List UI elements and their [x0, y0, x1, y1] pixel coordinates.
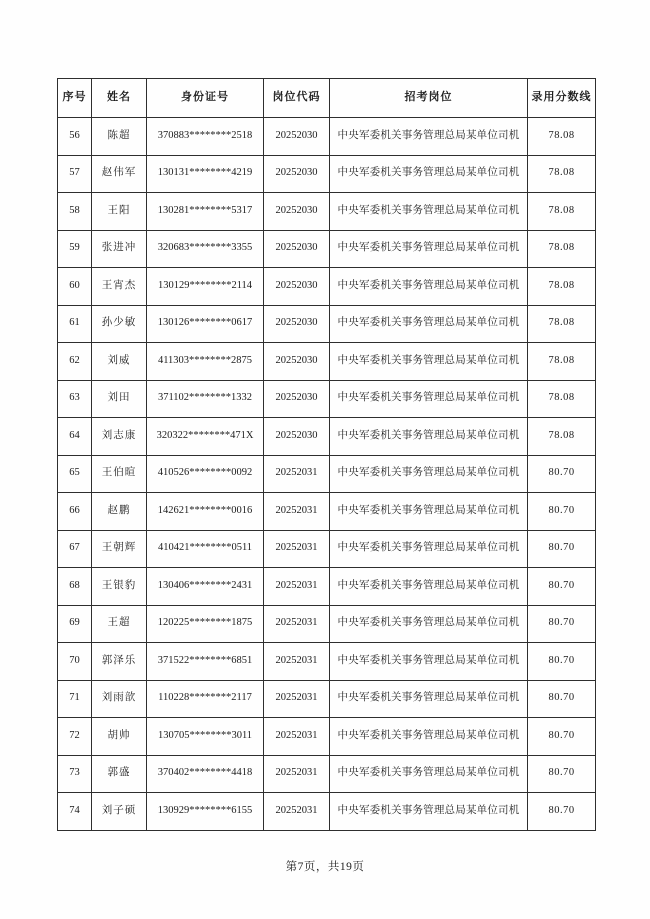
cell-index: 61 — [58, 305, 92, 343]
cell-score-line: 80.70 — [528, 530, 596, 568]
cell-name: 王银豹 — [92, 568, 147, 606]
cell-score-line: 78.08 — [528, 193, 596, 231]
cell-score-line: 78.08 — [528, 268, 596, 306]
cell-position: 中央军委机关事务管理总局某单位司机 — [330, 418, 528, 456]
header-cell-index: 序号 — [58, 79, 92, 118]
cell-id-number: 410421********0511 — [147, 530, 264, 568]
cell-position: 中央军委机关事务管理总局某单位司机 — [330, 718, 528, 756]
cell-score-line: 78.08 — [528, 305, 596, 343]
cell-position: 中央军委机关事务管理总局某单位司机 — [330, 380, 528, 418]
table-row — [58, 343, 596, 381]
cell-position-code: 20252031 — [264, 793, 330, 831]
cell-score-line: 78.08 — [528, 230, 596, 268]
cell-id-number: 411303********2875 — [147, 343, 264, 381]
header-cell-position-code: 岗位代码 — [264, 79, 330, 118]
header-cell-id-number: 身份证号 — [147, 79, 264, 118]
cell-score-line: 80.70 — [528, 718, 596, 756]
cell-position-code: 20252030 — [264, 268, 330, 306]
table-row — [58, 793, 596, 831]
header-cell-name: 姓名 — [92, 79, 147, 118]
table-row — [58, 155, 596, 193]
cell-position-code: 20252031 — [264, 455, 330, 493]
cell-score-line: 80.70 — [528, 755, 596, 793]
cell-name: 王阳 — [92, 193, 147, 231]
cell-name: 刘田 — [92, 380, 147, 418]
table-row — [58, 718, 596, 756]
cell-score-line: 80.70 — [528, 793, 596, 831]
cell-index: 58 — [58, 193, 92, 231]
cell-position: 中央军委机关事务管理总局某单位司机 — [330, 793, 528, 831]
cell-name: 张进冲 — [92, 230, 147, 268]
score-line-table — [57, 78, 596, 831]
cell-position-code: 20252031 — [264, 680, 330, 718]
table-row — [58, 455, 596, 493]
cell-id-number: 130929********6155 — [147, 793, 264, 831]
cell-position-code: 20252031 — [264, 530, 330, 568]
cell-position-code: 20252031 — [264, 493, 330, 531]
cell-name: 赵伟军 — [92, 155, 147, 193]
cell-score-line: 78.08 — [528, 418, 596, 456]
cell-position-code: 20252030 — [264, 155, 330, 193]
cell-index: 74 — [58, 793, 92, 831]
cell-id-number: 320683********3355 — [147, 230, 264, 268]
cell-id-number: 120225********1875 — [147, 605, 264, 643]
cell-score-line: 80.70 — [528, 680, 596, 718]
cell-index: 67 — [58, 530, 92, 568]
cell-position-code: 20252031 — [264, 755, 330, 793]
cell-score-line: 80.70 — [528, 455, 596, 493]
cell-index: 63 — [58, 380, 92, 418]
cell-position-code: 20252031 — [264, 568, 330, 606]
cell-id-number: 130131********4219 — [147, 155, 264, 193]
cell-name: 刘威 — [92, 343, 147, 381]
cell-name: 胡帅 — [92, 718, 147, 756]
cell-index: 59 — [58, 230, 92, 268]
table-row — [58, 418, 596, 456]
table-row — [58, 680, 596, 718]
cell-position-code: 20252031 — [264, 718, 330, 756]
cell-score-line: 78.08 — [528, 380, 596, 418]
table-row — [58, 305, 596, 343]
table-row — [58, 118, 596, 156]
cell-position-code: 20252030 — [264, 193, 330, 231]
table-row — [58, 643, 596, 681]
cell-id-number: 130129********2114 — [147, 268, 264, 306]
cell-id-number: 110228********2117 — [147, 680, 264, 718]
cell-name: 刘志康 — [92, 418, 147, 456]
cell-score-line: 78.08 — [528, 155, 596, 193]
cell-position: 中央军委机关事务管理总局某单位司机 — [330, 230, 528, 268]
cell-index: 70 — [58, 643, 92, 681]
cell-index: 66 — [58, 493, 92, 531]
cell-index: 69 — [58, 605, 92, 643]
cell-position: 中央军委机关事务管理总局某单位司机 — [330, 755, 528, 793]
cell-position: 中央军委机关事务管理总局某单位司机 — [330, 155, 528, 193]
cell-position-code: 20252031 — [264, 605, 330, 643]
cell-position: 中央军委机关事务管理总局某单位司机 — [330, 118, 528, 156]
cell-id-number: 130281********5317 — [147, 193, 264, 231]
cell-name: 王伯暄 — [92, 455, 147, 493]
cell-position: 中央军委机关事务管理总局某单位司机 — [330, 268, 528, 306]
table-row — [58, 380, 596, 418]
cell-position: 中央军委机关事务管理总局某单位司机 — [330, 568, 528, 606]
cell-position-code: 20252030 — [264, 343, 330, 381]
cell-index: 73 — [58, 755, 92, 793]
table-row — [58, 193, 596, 231]
cell-position-code: 20252030 — [264, 305, 330, 343]
cell-position-code: 20252030 — [264, 118, 330, 156]
cell-position: 中央军委机关事务管理总局某单位司机 — [330, 530, 528, 568]
cell-score-line: 78.08 — [528, 343, 596, 381]
cell-id-number: 130705********3011 — [147, 718, 264, 756]
cell-index: 60 — [58, 268, 92, 306]
table-row — [58, 493, 596, 531]
cell-id-number: 410526********0092 — [147, 455, 264, 493]
cell-position: 中央军委机关事务管理总局某单位司机 — [330, 343, 528, 381]
cell-position-code: 20252030 — [264, 380, 330, 418]
cell-index: 62 — [58, 343, 92, 381]
cell-name: 赵鹏 — [92, 493, 147, 531]
cell-position: 中央军委机关事务管理总局某单位司机 — [330, 193, 528, 231]
cell-index: 72 — [58, 718, 92, 756]
cell-name: 王宵杰 — [92, 268, 147, 306]
cell-id-number: 371102********1332 — [147, 380, 264, 418]
cell-position: 中央军委机关事务管理总局某单位司机 — [330, 305, 528, 343]
cell-name: 孙少敏 — [92, 305, 147, 343]
cell-position: 中央军委机关事务管理总局某单位司机 — [330, 605, 528, 643]
header-cell-position: 招考岗位 — [330, 79, 528, 118]
cell-id-number: 371522********6851 — [147, 643, 264, 681]
cell-name: 刘雨歆 — [92, 680, 147, 718]
cell-position-code: 20252030 — [264, 418, 330, 456]
cell-position-code: 20252031 — [264, 643, 330, 681]
table-row — [58, 530, 596, 568]
cell-name: 刘子硕 — [92, 793, 147, 831]
cell-index: 56 — [58, 118, 92, 156]
cell-position-code: 20252030 — [264, 230, 330, 268]
cell-index: 65 — [58, 455, 92, 493]
cell-index: 64 — [58, 418, 92, 456]
cell-id-number: 370402********4418 — [147, 755, 264, 793]
cell-id-number: 320322********471X — [147, 418, 264, 456]
cell-name: 郭泽乐 — [92, 643, 147, 681]
cell-name: 王朝辉 — [92, 530, 147, 568]
header-cell-score-line: 录用分数线 — [528, 79, 596, 118]
cell-index: 68 — [58, 568, 92, 606]
cell-name: 王超 — [92, 605, 147, 643]
cell-position: 中央军委机关事务管理总局某单位司机 — [330, 643, 528, 681]
cell-score-line: 80.70 — [528, 643, 596, 681]
cell-score-line: 80.70 — [528, 493, 596, 531]
cell-position: 中央军委机关事务管理总局某单位司机 — [330, 680, 528, 718]
page-number-footer: 第7页，共19页 — [285, 861, 365, 873]
cell-position: 中央军委机关事务管理总局某单位司机 — [330, 455, 528, 493]
cell-index: 57 — [58, 155, 92, 193]
table-body — [58, 118, 596, 831]
cell-name: 郭盛 — [92, 755, 147, 793]
cell-index: 71 — [58, 680, 92, 718]
cell-id-number: 130126********0617 — [147, 305, 264, 343]
cell-name: 陈超 — [92, 118, 147, 156]
cell-id-number: 142621********0016 — [147, 493, 264, 531]
table-header-row — [58, 79, 596, 118]
cell-score-line: 80.70 — [528, 568, 596, 606]
cell-score-line: 78.08 — [528, 118, 596, 156]
cell-id-number: 370883********2518 — [147, 118, 264, 156]
cell-position: 中央军委机关事务管理总局某单位司机 — [330, 493, 528, 531]
table-row — [58, 605, 596, 643]
table-row — [58, 268, 596, 306]
table-row — [58, 568, 596, 606]
table-row — [58, 755, 596, 793]
cell-score-line: 80.70 — [528, 605, 596, 643]
cell-id-number: 130406********2431 — [147, 568, 264, 606]
table-row — [58, 230, 596, 268]
